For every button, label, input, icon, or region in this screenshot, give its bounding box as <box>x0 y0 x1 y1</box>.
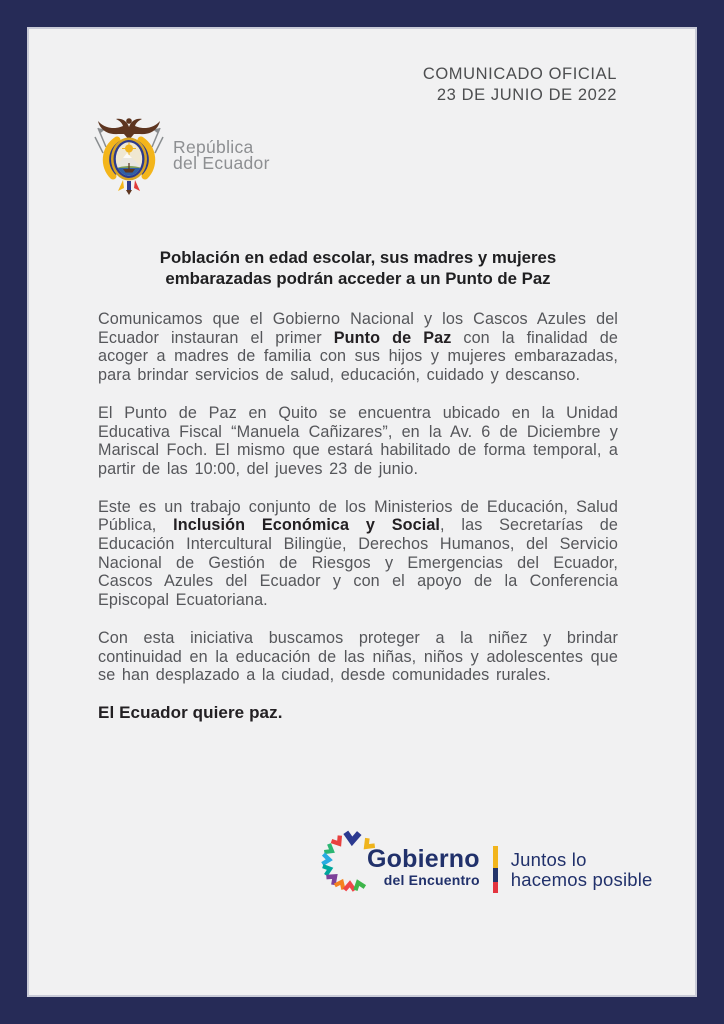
footer-slogan-line2: hacemos posible <box>510 868 653 890</box>
paragraph-3: Este es un trabajo conjunto de los Ministerios de Educación, Salud Pública, Inclusión Económica y Social, las Secretarías de Educación Intercultural Bilingüe, Derechos Humanos, del Servicio Nacional de Gestión de Riesgos y Emergencias del Ecuador, Cascos Azules del Ecuador y con el apoyo de la Conferencia Episcopal Ecuatoriana. <box>98 497 618 610</box>
communique-page <box>27 27 697 997</box>
republic-name <box>173 139 270 171</box>
footer-slogan <box>511 850 653 889</box>
header-line1: COMUNICADO OFICIAL <box>422 65 617 83</box>
ecuador-coat-of-arms-icon <box>91 113 167 197</box>
tricolor-red <box>493 882 498 893</box>
gobierno-wordmark-sub: del Encuentro <box>383 872 480 888</box>
page-title-line1: Población en edad escolar, sus madres y mujeres <box>159 248 557 267</box>
header <box>423 64 617 106</box>
ecuador-tricolor-bar-icon <box>493 846 498 893</box>
gobierno-wordmark <box>367 847 480 889</box>
header-line2: 23 DE JUNIO DE 2022 <box>436 86 617 104</box>
gobierno-wordmark-main: Gobierno <box>367 845 480 873</box>
paragraph-1: Comunicamos que el Gobierno Nacional y los Cascos Azules del Ecuador instauran el primer Punto de Paz con la finalidad de acoger a madres de familia con sus hijos y mujeres embarazadas, para brindar servicios de salud, educación, cuidado y descanso. <box>98 310 618 385</box>
republic-name-line2: del Ecuador <box>173 153 270 173</box>
closing-statement: El Ecuador quiere paz. <box>98 702 283 722</box>
republic-name-line1: República <box>173 137 254 157</box>
tricolor-blue <box>493 868 498 882</box>
footer-logo <box>321 825 653 899</box>
body-text <box>98 310 618 742</box>
tricolor-yellow <box>493 846 498 868</box>
page-title <box>98 248 618 289</box>
paragraph-4: Con esta iniciativa buscamos proteger a la niñez y brindar continuidad en la educación de las niñas, niños y adolescentes que se han desplazado a la ciudad, desde comunidades rurales. <box>98 628 618 685</box>
footer-slogan-line1: Juntos lo <box>510 849 587 870</box>
republic-brand <box>91 113 270 197</box>
paragraph-2: El Punto de Paz en Quito se encuentra ubicado en la Unidad Educativa Fiscal “Manuela Cañizares”, en la Av. 6 de Diciembre y Mariscal Foch. El mismo que estará habilitado de forma temporal, a partir de las 10:00, del jueves 23 de junio. <box>98 403 618 478</box>
page-title-line2: embarazadas podrán acceder a un Punto de Paz <box>165 268 551 288</box>
